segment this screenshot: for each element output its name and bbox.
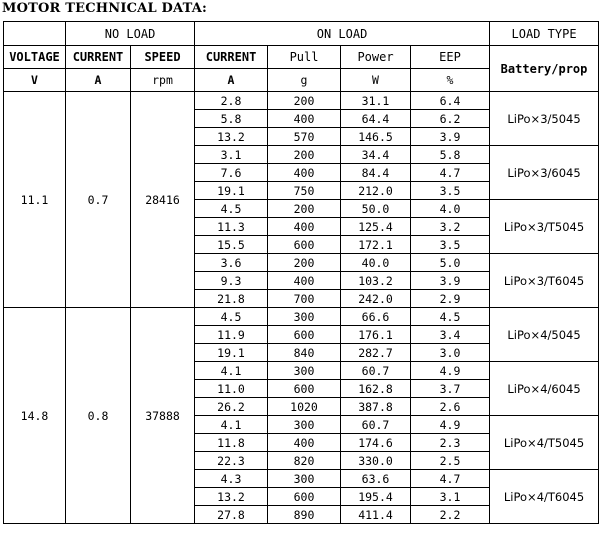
eep-cell: 4.0 bbox=[411, 200, 490, 218]
load-current-cell: 2.8 bbox=[195, 92, 268, 110]
load-current-cell: 9.3 bbox=[195, 272, 268, 290]
pull-cell: 200 bbox=[268, 254, 341, 272]
pull-cell: 300 bbox=[268, 416, 341, 434]
power-cell: 387.8 bbox=[341, 398, 411, 416]
table-header bbox=[4, 22, 599, 92]
load-type-cell: LiPo×3/5045 bbox=[490, 92, 599, 146]
power-cell: 60.7 bbox=[341, 362, 411, 380]
power-cell: 330.0 bbox=[341, 452, 411, 470]
eep-cell: 3.1 bbox=[411, 488, 490, 506]
speed-cell: 28416 bbox=[131, 92, 195, 308]
load-current-cell: 7.6 bbox=[195, 164, 268, 182]
eep-cell: 4.7 bbox=[411, 470, 490, 488]
eep-cell: 3.7 bbox=[411, 380, 490, 398]
load-current-cell: 11.0 bbox=[195, 380, 268, 398]
pull-cell: 600 bbox=[268, 326, 341, 344]
eep-cell: 4.9 bbox=[411, 416, 490, 434]
eep-cell: 3.5 bbox=[411, 236, 490, 254]
load-current-cell: 11.8 bbox=[195, 434, 268, 452]
eep-cell: 2.5 bbox=[411, 452, 490, 470]
unit-grams: g bbox=[268, 69, 341, 92]
load-current-cell: 3.1 bbox=[195, 146, 268, 164]
motor-data-table bbox=[3, 21, 599, 524]
eep-cell: 2.3 bbox=[411, 434, 490, 452]
pull-cell: 890 bbox=[268, 506, 341, 524]
header-on-load-current: CURRENT bbox=[195, 46, 268, 69]
power-cell: 162.8 bbox=[341, 380, 411, 398]
eep-cell: 4.9 bbox=[411, 362, 490, 380]
pull-cell: 300 bbox=[268, 470, 341, 488]
unit-volts: V bbox=[4, 69, 66, 92]
header-blank bbox=[4, 22, 66, 46]
load-type-cell: LiPo×4/6045 bbox=[490, 362, 599, 416]
load-current-cell: 4.5 bbox=[195, 308, 268, 326]
speed-cell: 37888 bbox=[131, 308, 195, 524]
eep-cell: 3.5 bbox=[411, 182, 490, 200]
pull-cell: 600 bbox=[268, 380, 341, 398]
unit-amps-load: A bbox=[195, 69, 268, 92]
power-cell: 34.4 bbox=[341, 146, 411, 164]
load-current-cell: 13.2 bbox=[195, 128, 268, 146]
load-current-cell: 4.5 bbox=[195, 200, 268, 218]
eep-cell: 2.6 bbox=[411, 398, 490, 416]
pull-cell: 200 bbox=[268, 146, 341, 164]
header-no-load-current: CURRENT bbox=[66, 46, 131, 69]
load-current-cell: 11.3 bbox=[195, 218, 268, 236]
table-row bbox=[4, 308, 599, 326]
load-type-cell: LiPo×3/6045 bbox=[490, 146, 599, 200]
voltage-cell: 11.1 bbox=[4, 92, 66, 308]
eep-cell: 3.2 bbox=[411, 218, 490, 236]
pull-cell: 700 bbox=[268, 290, 341, 308]
no-load-current-cell: 0.7 bbox=[66, 92, 131, 308]
header-battery-prop: Battery/prop bbox=[490, 46, 599, 92]
header-speed: SPEED bbox=[131, 46, 195, 69]
header-eep: EEP bbox=[411, 46, 490, 69]
header-on-load: ON LOAD bbox=[195, 22, 490, 46]
pull-cell: 400 bbox=[268, 272, 341, 290]
load-type-cell: LiPo×3/T5045 bbox=[490, 200, 599, 254]
power-cell: 146.5 bbox=[341, 128, 411, 146]
pull-cell: 600 bbox=[268, 236, 341, 254]
power-cell: 31.1 bbox=[341, 92, 411, 110]
power-cell: 60.7 bbox=[341, 416, 411, 434]
power-cell: 125.4 bbox=[341, 218, 411, 236]
pull-cell: 600 bbox=[268, 488, 341, 506]
load-current-cell: 19.1 bbox=[195, 182, 268, 200]
load-current-cell: 22.3 bbox=[195, 452, 268, 470]
load-type-cell: LiPo×4/5045 bbox=[490, 308, 599, 362]
load-current-cell: 15.5 bbox=[195, 236, 268, 254]
eep-cell: 2.2 bbox=[411, 506, 490, 524]
eep-cell: 6.4 bbox=[411, 92, 490, 110]
pull-cell: 570 bbox=[268, 128, 341, 146]
load-current-cell: 5.8 bbox=[195, 110, 268, 128]
power-cell: 411.4 bbox=[341, 506, 411, 524]
eep-cell: 3.0 bbox=[411, 344, 490, 362]
load-current-cell: 4.1 bbox=[195, 416, 268, 434]
pull-cell: 200 bbox=[268, 92, 341, 110]
pull-cell: 400 bbox=[268, 218, 341, 236]
pull-cell: 1020 bbox=[268, 398, 341, 416]
header-voltage: VOLTAGE bbox=[4, 46, 66, 69]
eep-cell: 3.4 bbox=[411, 326, 490, 344]
power-cell: 50.0 bbox=[341, 200, 411, 218]
no-load-current-cell: 0.8 bbox=[66, 308, 131, 524]
power-cell: 64.4 bbox=[341, 110, 411, 128]
eep-cell: 3.9 bbox=[411, 128, 490, 146]
eep-cell: 4.7 bbox=[411, 164, 490, 182]
table-row bbox=[4, 92, 599, 110]
power-cell: 282.7 bbox=[341, 344, 411, 362]
eep-cell: 6.2 bbox=[411, 110, 490, 128]
load-current-cell: 11.9 bbox=[195, 326, 268, 344]
header-power: Power bbox=[341, 46, 411, 69]
pull-cell: 840 bbox=[268, 344, 341, 362]
header-pull: Pull bbox=[268, 46, 341, 69]
load-current-cell: 4.3 bbox=[195, 470, 268, 488]
header-load-type: LOAD TYPE bbox=[490, 22, 599, 46]
pull-cell: 820 bbox=[268, 452, 341, 470]
pull-cell: 300 bbox=[268, 308, 341, 326]
page-title: MOTOR TECHNICAL DATA: bbox=[2, 1, 208, 16]
eep-cell: 5.8 bbox=[411, 146, 490, 164]
pull-cell: 750 bbox=[268, 182, 341, 200]
load-current-cell: 13.2 bbox=[195, 488, 268, 506]
pull-cell: 200 bbox=[268, 200, 341, 218]
load-current-cell: 27.8 bbox=[195, 506, 268, 524]
load-type-cell: LiPo×3/T6045 bbox=[490, 254, 599, 308]
pull-cell: 300 bbox=[268, 362, 341, 380]
power-cell: 40.0 bbox=[341, 254, 411, 272]
load-current-cell: 21.8 bbox=[195, 290, 268, 308]
eep-cell: 4.5 bbox=[411, 308, 490, 326]
power-cell: 84.4 bbox=[341, 164, 411, 182]
power-cell: 176.1 bbox=[341, 326, 411, 344]
load-current-cell: 3.6 bbox=[195, 254, 268, 272]
pull-cell: 400 bbox=[268, 434, 341, 452]
load-current-cell: 4.1 bbox=[195, 362, 268, 380]
load-type-cell: LiPo×4/T5045 bbox=[490, 416, 599, 470]
power-cell: 212.0 bbox=[341, 182, 411, 200]
table-body bbox=[4, 92, 599, 524]
unit-rpm: rpm bbox=[131, 69, 195, 92]
header-no-load: NO LOAD bbox=[66, 22, 195, 46]
load-current-cell: 19.1 bbox=[195, 344, 268, 362]
pull-cell: 400 bbox=[268, 110, 341, 128]
load-current-cell: 26.2 bbox=[195, 398, 268, 416]
power-cell: 66.6 bbox=[341, 308, 411, 326]
power-cell: 172.1 bbox=[341, 236, 411, 254]
power-cell: 195.4 bbox=[341, 488, 411, 506]
pull-cell: 400 bbox=[268, 164, 341, 182]
eep-cell: 2.9 bbox=[411, 290, 490, 308]
eep-cell: 5.0 bbox=[411, 254, 490, 272]
power-cell: 174.6 bbox=[341, 434, 411, 452]
power-cell: 242.0 bbox=[341, 290, 411, 308]
unit-percent: % bbox=[411, 69, 490, 92]
load-type-cell: LiPo×4/T6045 bbox=[490, 470, 599, 524]
eep-cell: 3.9 bbox=[411, 272, 490, 290]
voltage-cell: 14.8 bbox=[4, 308, 66, 524]
power-cell: 103.2 bbox=[341, 272, 411, 290]
unit-amps: A bbox=[66, 69, 131, 92]
unit-watts: W bbox=[341, 69, 411, 92]
power-cell: 63.6 bbox=[341, 470, 411, 488]
